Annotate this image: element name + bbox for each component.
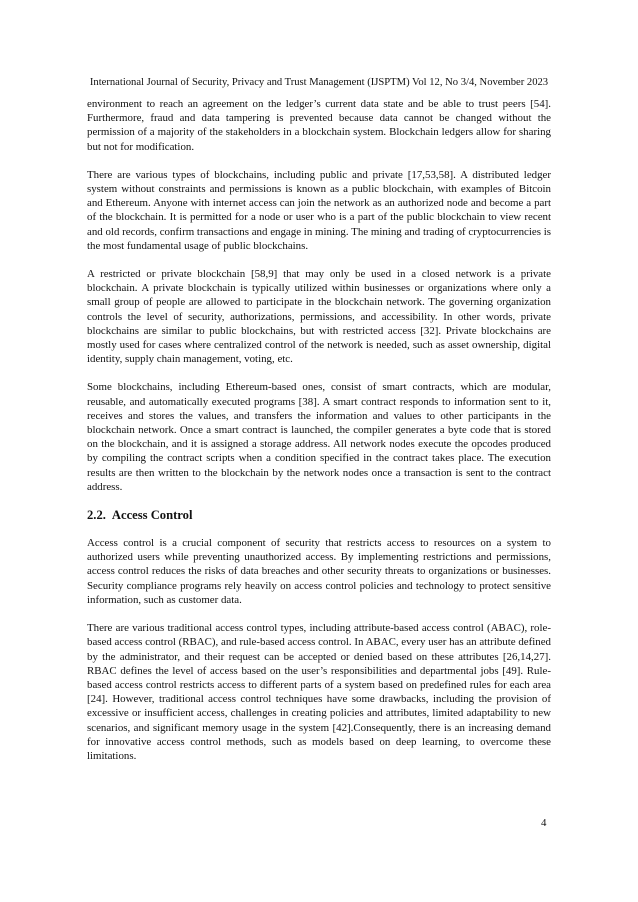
paragraph-consensus: environment to reach an agreement on the ledger’s current data state and be able to trust peers [54]. Furthermore, fraud and data tampering is prevented because data cannot be changed without the permission of a majority of the stakeholders in a blockchain system. Blockchain ledgers allow for sharing but not for modification. (87, 98, 551, 153)
paragraph-access-control-types: There are various traditional access control types, including attribute-based access control (ABAC), role-based access control (RBAC), and rule-based access control. In ABAC, every user has an attribute defined by the administrator, and their request can be accepted or denied based on these attributes [26,14,27]. RBAC defines the level of access based on the user’s responsibilities and departmental jobs [49]. Rule-based access control restricts access to different parts of a system based on predefined rules for each area [24]. However, traditional access control techniques have some drawbacks, including the provision of excessive or insufficient access, challenges in creating policies and attributes, limited adaptability to new scenarios, and significant memory usage in the system [42].Consequently, there is an increasing demand for innovative access control methods, such as models based on deep learning, to overcome these limitations. (87, 622, 551, 762)
page-number: 4 (541, 817, 547, 829)
section-title: Access Control (111, 508, 193, 523)
paragraph-blockchain-types: There are various types of blockchains, including public and private [17,53,58]. A distributed ledger system without constraints and permissions is known as a public blockchain, with examples of Bitcoin and Ethereum. Anyone with internet access can join the network as an authorized node and become a part of the blockchain. It is permitted for a node or user who is a part of the public blockchain to view recent and old records, confirm transactions and engage in mining. The mining and trading of cryptocurrencies is the most fundamental usage of public blockchains. (87, 168, 551, 252)
journal-header: International Journal of Security, Privacy and Trust Management (IJSPTM) Vol 12, No 3/4, November 2023 (89, 77, 549, 88)
paragraph-private-blockchain: A restricted or private blockchain [58,9] that may only be used in a closed network is a private blockchain. A private blockchain is typically utilized within businesses or organizations where only a small group of people are allowed to participate in the blockchain network. The governing organization controls the level of security, authorizations, permissions, and accessibility. In other words, private blockchains are similar to public blockchains, but with restricted access [32]. Private blockchains are mostly used for cases where centralized control of the network is needed, such as asset ownership, digital identity, supply chain management, voting, etc. (87, 268, 551, 366)
section-number: 2.2. (87, 508, 106, 523)
paragraph-access-control: Access control is a crucial component of security that restricts access to resources on a system to authorized users while preventing unauthorized access. By implementing restrictions and permissions, access control reduces the risks of data breaches and other security threats to organizations or businesses. Security compliance programs rely heavily on access control policies and technology to protect sensitive information, such as customer data. (87, 537, 551, 606)
page-body (87, 97, 551, 763)
section-heading (87, 507, 551, 523)
paragraph-smart-contracts: Some blockchains, including Ethereum-based ones, consist of smart contracts, which are modular, reusable, and automatically executed programs [38]. A smart contract responds to information sent to it, receives and stores the values, and transfers the information and values to other participants in the blockchain network. Once a smart contract is launched, the compiler generates a byte code that is stored on the blockchain, and it is assigned a storage address. All network nodes execute the opcodes produced by compiling the contract scripts when a condition specified in the contract takes place. The execution results are then written to the blockchain by the network nodes once a transaction is sent to the contract address. (87, 381, 551, 493)
